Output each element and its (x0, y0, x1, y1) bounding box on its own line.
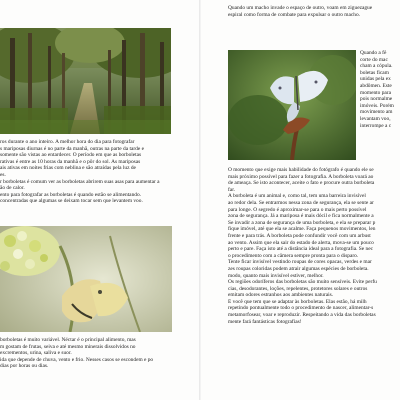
text-line: frente e para trás. A borboleta pode confundir você com um arbust (228, 232, 371, 239)
mating-butterflies-photo (228, 50, 356, 160)
text-line: rativas é entre as 10 horas da manhã e o pôr do sol. As mariposas (0, 158, 141, 165)
text-line: A borboleta é um animal e, como tal, tem uma barreira invisível (228, 193, 366, 200)
text-line: metamorfosear, voar e reproduzir. Respeitando a vida das borboletas (228, 312, 376, 319)
text-line: O momento que exige mais habilidade do fotógrafo é quando ele se (228, 167, 374, 173)
text-line: fique imóvel, até que ela se acalme. Faça pequenos movimentos, len (228, 226, 376, 233)
text-line: ao vento. Assim que ela sair do estado de alerta, mova-se um pouco (228, 239, 374, 246)
page-gutter (199, 0, 201, 400)
text-line: para longe. O segredo é aproximar-se para o mais perto possível (228, 206, 367, 213)
text-line: ão de calor. (0, 185, 25, 192)
text-line: abdômen. Este (360, 82, 392, 89)
right-intro (228, 5, 400, 18)
text-line: ida que depende de chuva, vento e frio. Nesses casos se escondem e po (0, 356, 154, 363)
text-line: zona de segurança. Já a mariposa é mais dócil e fica normalmente a (228, 213, 374, 220)
text-line: modo, quanto mais invisível estiver, melhor. (228, 272, 324, 279)
text-line: mente fará fantásticas fotografias! (228, 318, 302, 325)
text-line: perto e pare. Faça isto até a distância ideal para a fotografia. Se nec (228, 246, 374, 253)
text-line: de ameaça. Se isto acontecer, aceite o fato e procure outra borboleta (228, 180, 375, 187)
text-line: imóveis. Porém (360, 102, 394, 109)
text-line: r borboletas é comum ver as borboletas abrirem suas asas para aumentar a (0, 178, 160, 185)
text-line: unidas pela ex (360, 76, 391, 83)
text-line: espiral como forma de combate para expulsar o outro macho. (228, 11, 361, 18)
text-line: movimento am (360, 109, 393, 116)
mating-butterflies-illustration (228, 50, 356, 160)
text-line: o procedimento com a câmera sempre pronta para o disparo. (228, 252, 359, 259)
text-line: É você que tem que se adaptar às borboletas. Elas estão, há milh (228, 298, 367, 305)
text-line: ais ativas em noites frias com neblina e são atraídas pela luz de (0, 165, 136, 172)
text-line: Quando a fê (360, 50, 387, 56)
left-paragraph-1 (0, 139, 172, 205)
text-line: m gostam de frutas, seiva e até mesmo minerais dissolvidos no (0, 343, 136, 350)
butterfly-on-flowers-photo (0, 226, 172, 332)
text-line: cham a cópula. (360, 63, 393, 70)
text-line: far. (228, 186, 236, 193)
text-line: es. (0, 171, 6, 178)
text-line: momento para (360, 89, 391, 96)
text-line: ros durante o ano inteiro. A melhor hora do dia para fotografar (0, 139, 135, 145)
text-line: pois normalme (360, 96, 393, 103)
text-line: zes roupas coloridas podem atrair algumas espécies de borboleta. (228, 265, 369, 272)
text-line: emitam odores estranhos aos ambientes naturais. (228, 292, 334, 299)
left-paragraph-2 (0, 337, 172, 370)
text-line: Quando um macho invade o espaço de outro, voam em ziguezague (228, 5, 373, 11)
text-line: concentradas que algumas se deixam tocar sem que levantem voo. (0, 198, 143, 205)
text-line: repetindo pontualmente todo o procedimento de nascer, alimentar-s (228, 305, 374, 312)
text-line: borboletas é muito variável. Néctar é o principal alimento, mas (0, 337, 136, 343)
text-line: mais próximo possível para fazer a fotografia. A borboleta voará ao (228, 173, 374, 180)
text-line: Se invadir a zona de segurança de uma borboleta, e ela se preparar p (228, 219, 376, 226)
forest-trail-photo (0, 28, 171, 134)
text-line: Tente ficar invisível vestindo roupas de cores opacas, verdes e mar (228, 259, 372, 266)
text-line: cias, desodorantes, loções, repelentes, protetores solares e outros (228, 285, 368, 292)
text-line: s mariposas diurnas é no parte da manhã, outras na parte da tarde e (0, 145, 144, 152)
text-line: levantam voo, (360, 115, 391, 122)
right-side-text (360, 50, 400, 129)
text-line: boletas ficam (360, 69, 389, 76)
text-line: interrompe a c (360, 122, 392, 129)
text-line: somente são vistas ao entardecer. O período em que as borboletas (0, 152, 142, 159)
text-line: dias por horas ou dias. (0, 363, 49, 370)
text-line: corte do mac (360, 56, 388, 63)
text-line: ao redor dela. Se entrarmos nessa zona de segurança, ela se sente ar (228, 199, 374, 206)
text-line: ento para fotografar as borboletas é quando estão se alimentando. (0, 191, 142, 198)
text-line: excrementos, urina, saliva e suor. (0, 350, 72, 357)
forest-trail-illustration (0, 28, 171, 134)
butterfly-flowers-illustration (0, 226, 172, 332)
right-body (228, 167, 400, 325)
text-line: Os regiões odoríferos das borboletas são muito sensíveis. Evite perfu (228, 279, 377, 286)
